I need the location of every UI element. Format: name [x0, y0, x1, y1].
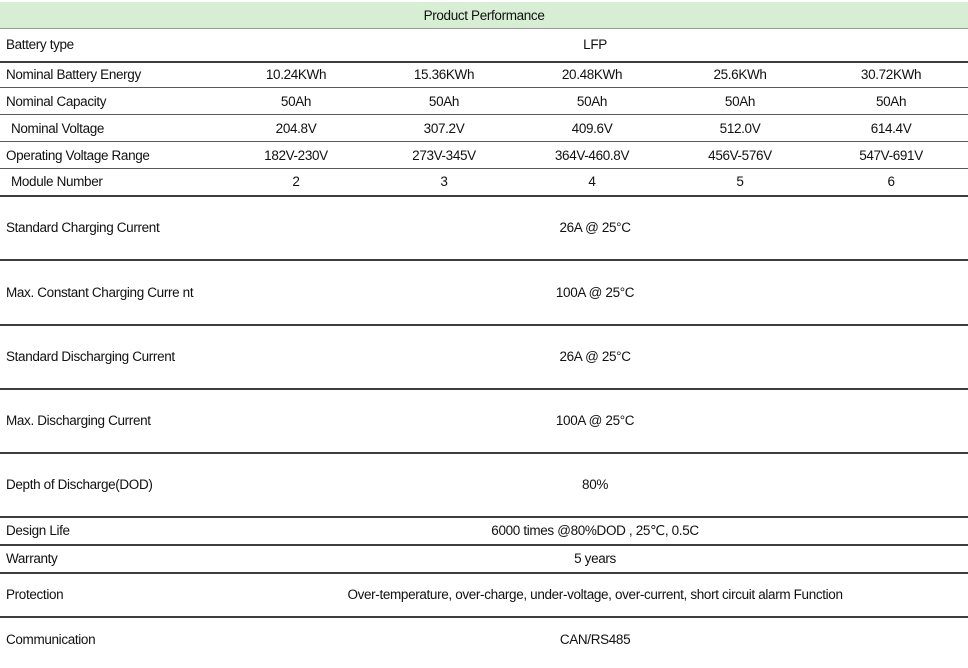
row-standard-discharging-current — [0, 325, 968, 389]
row-max-constant-charging-current — [0, 260, 968, 325]
row-label: Communication — [6, 631, 96, 647]
cell-value: 2 — [222, 169, 370, 196]
row-value: 100A @ 25°C — [222, 389, 968, 453]
row-nominal-capacity — [0, 88, 968, 115]
table-header-row — [0, 2, 968, 29]
row-label: Design Life — [0, 517, 222, 545]
cell-value: 50Ah — [814, 88, 968, 115]
cell-value: 307.2V — [370, 115, 518, 142]
cell-value: 20.48KWh — [518, 62, 666, 88]
row-value: 6000 times @80%DOD , 25℃, 0.5C — [222, 517, 968, 545]
row-value: 5 years — [222, 545, 968, 573]
row-label: Warranty — [0, 545, 222, 573]
row-label: Depth of Discharge(DOD) — [0, 453, 222, 517]
row-label: Max. Discharging Current — [0, 389, 222, 453]
row-label: Nominal Capacity — [0, 88, 222, 115]
row-nominal-battery-energy — [0, 62, 968, 88]
row-label: Protection — [0, 573, 222, 617]
cell-value: 6 — [814, 169, 968, 196]
table-title: Product Performance — [0, 2, 968, 29]
row-warranty — [0, 545, 968, 573]
row-label: Standard Charging Current — [0, 196, 222, 260]
row-value: Over-temperature, over-charge, under-voltage, over-current, short circuit alarm Function — [222, 573, 968, 617]
row-value: LFP — [222, 29, 968, 62]
row-design-life — [0, 517, 968, 545]
cell-value: 273V-345V — [370, 142, 518, 169]
cell-value: 50Ah — [370, 88, 518, 115]
row-operating-voltage-range — [0, 142, 968, 169]
row-label: Nominal Battery Energy — [0, 62, 222, 88]
cell-value: 364V-460.8V — [518, 142, 666, 169]
row-max-discharging-current — [0, 389, 968, 453]
row-value: 80% — [222, 453, 968, 517]
cell-value: 50Ah — [222, 88, 370, 115]
cell-value: 50Ah — [518, 88, 666, 115]
row-label: Nominal Voltage — [0, 115, 222, 142]
row-label: Battery type — [0, 29, 222, 62]
row-label: Module Number — [0, 169, 222, 196]
cell-value: 50Ah — [666, 88, 814, 115]
cell-value: 547V-691V — [814, 142, 968, 169]
row-nominal-voltage — [0, 115, 968, 142]
row-battery-type — [0, 29, 968, 62]
row-label: Standard Discharging Current — [0, 325, 222, 389]
cell-value: 182V-230V — [222, 142, 370, 169]
row-value: 100A @ 25°C — [222, 260, 968, 325]
cell-value: 30.72KWh — [814, 62, 968, 88]
cell-value: 4 — [518, 169, 666, 196]
cell-value: 5 — [666, 169, 814, 196]
row-communication — [0, 617, 968, 661]
row-value: 26A @ 25°C — [222, 196, 968, 260]
row-protection — [0, 573, 968, 617]
row-label: Operating Voltage Range — [0, 142, 222, 169]
cell-value: 25.6KWh — [666, 62, 814, 88]
row-label: Max. Constant Charging Curre nt — [0, 260, 222, 325]
cell-value: 10.24KWh — [222, 62, 370, 88]
cell-value: 614.4V — [814, 115, 968, 142]
cell-value: 409.6V — [518, 115, 666, 142]
cell-value: 512.0V — [666, 115, 814, 142]
cell-value: 15.36KWh — [370, 62, 518, 88]
row-value: CAN/RS485 — [559, 631, 631, 647]
product-performance-table — [0, 2, 968, 661]
cell-value: 3 — [370, 169, 518, 196]
row-module-number — [0, 169, 968, 196]
row-depth-of-discharge — [0, 453, 968, 517]
cell-value: 204.8V — [222, 115, 370, 142]
row-value: 26A @ 25°C — [222, 325, 968, 389]
row-standard-charging-current — [0, 196, 968, 260]
cell-value: 456V-576V — [666, 142, 814, 169]
